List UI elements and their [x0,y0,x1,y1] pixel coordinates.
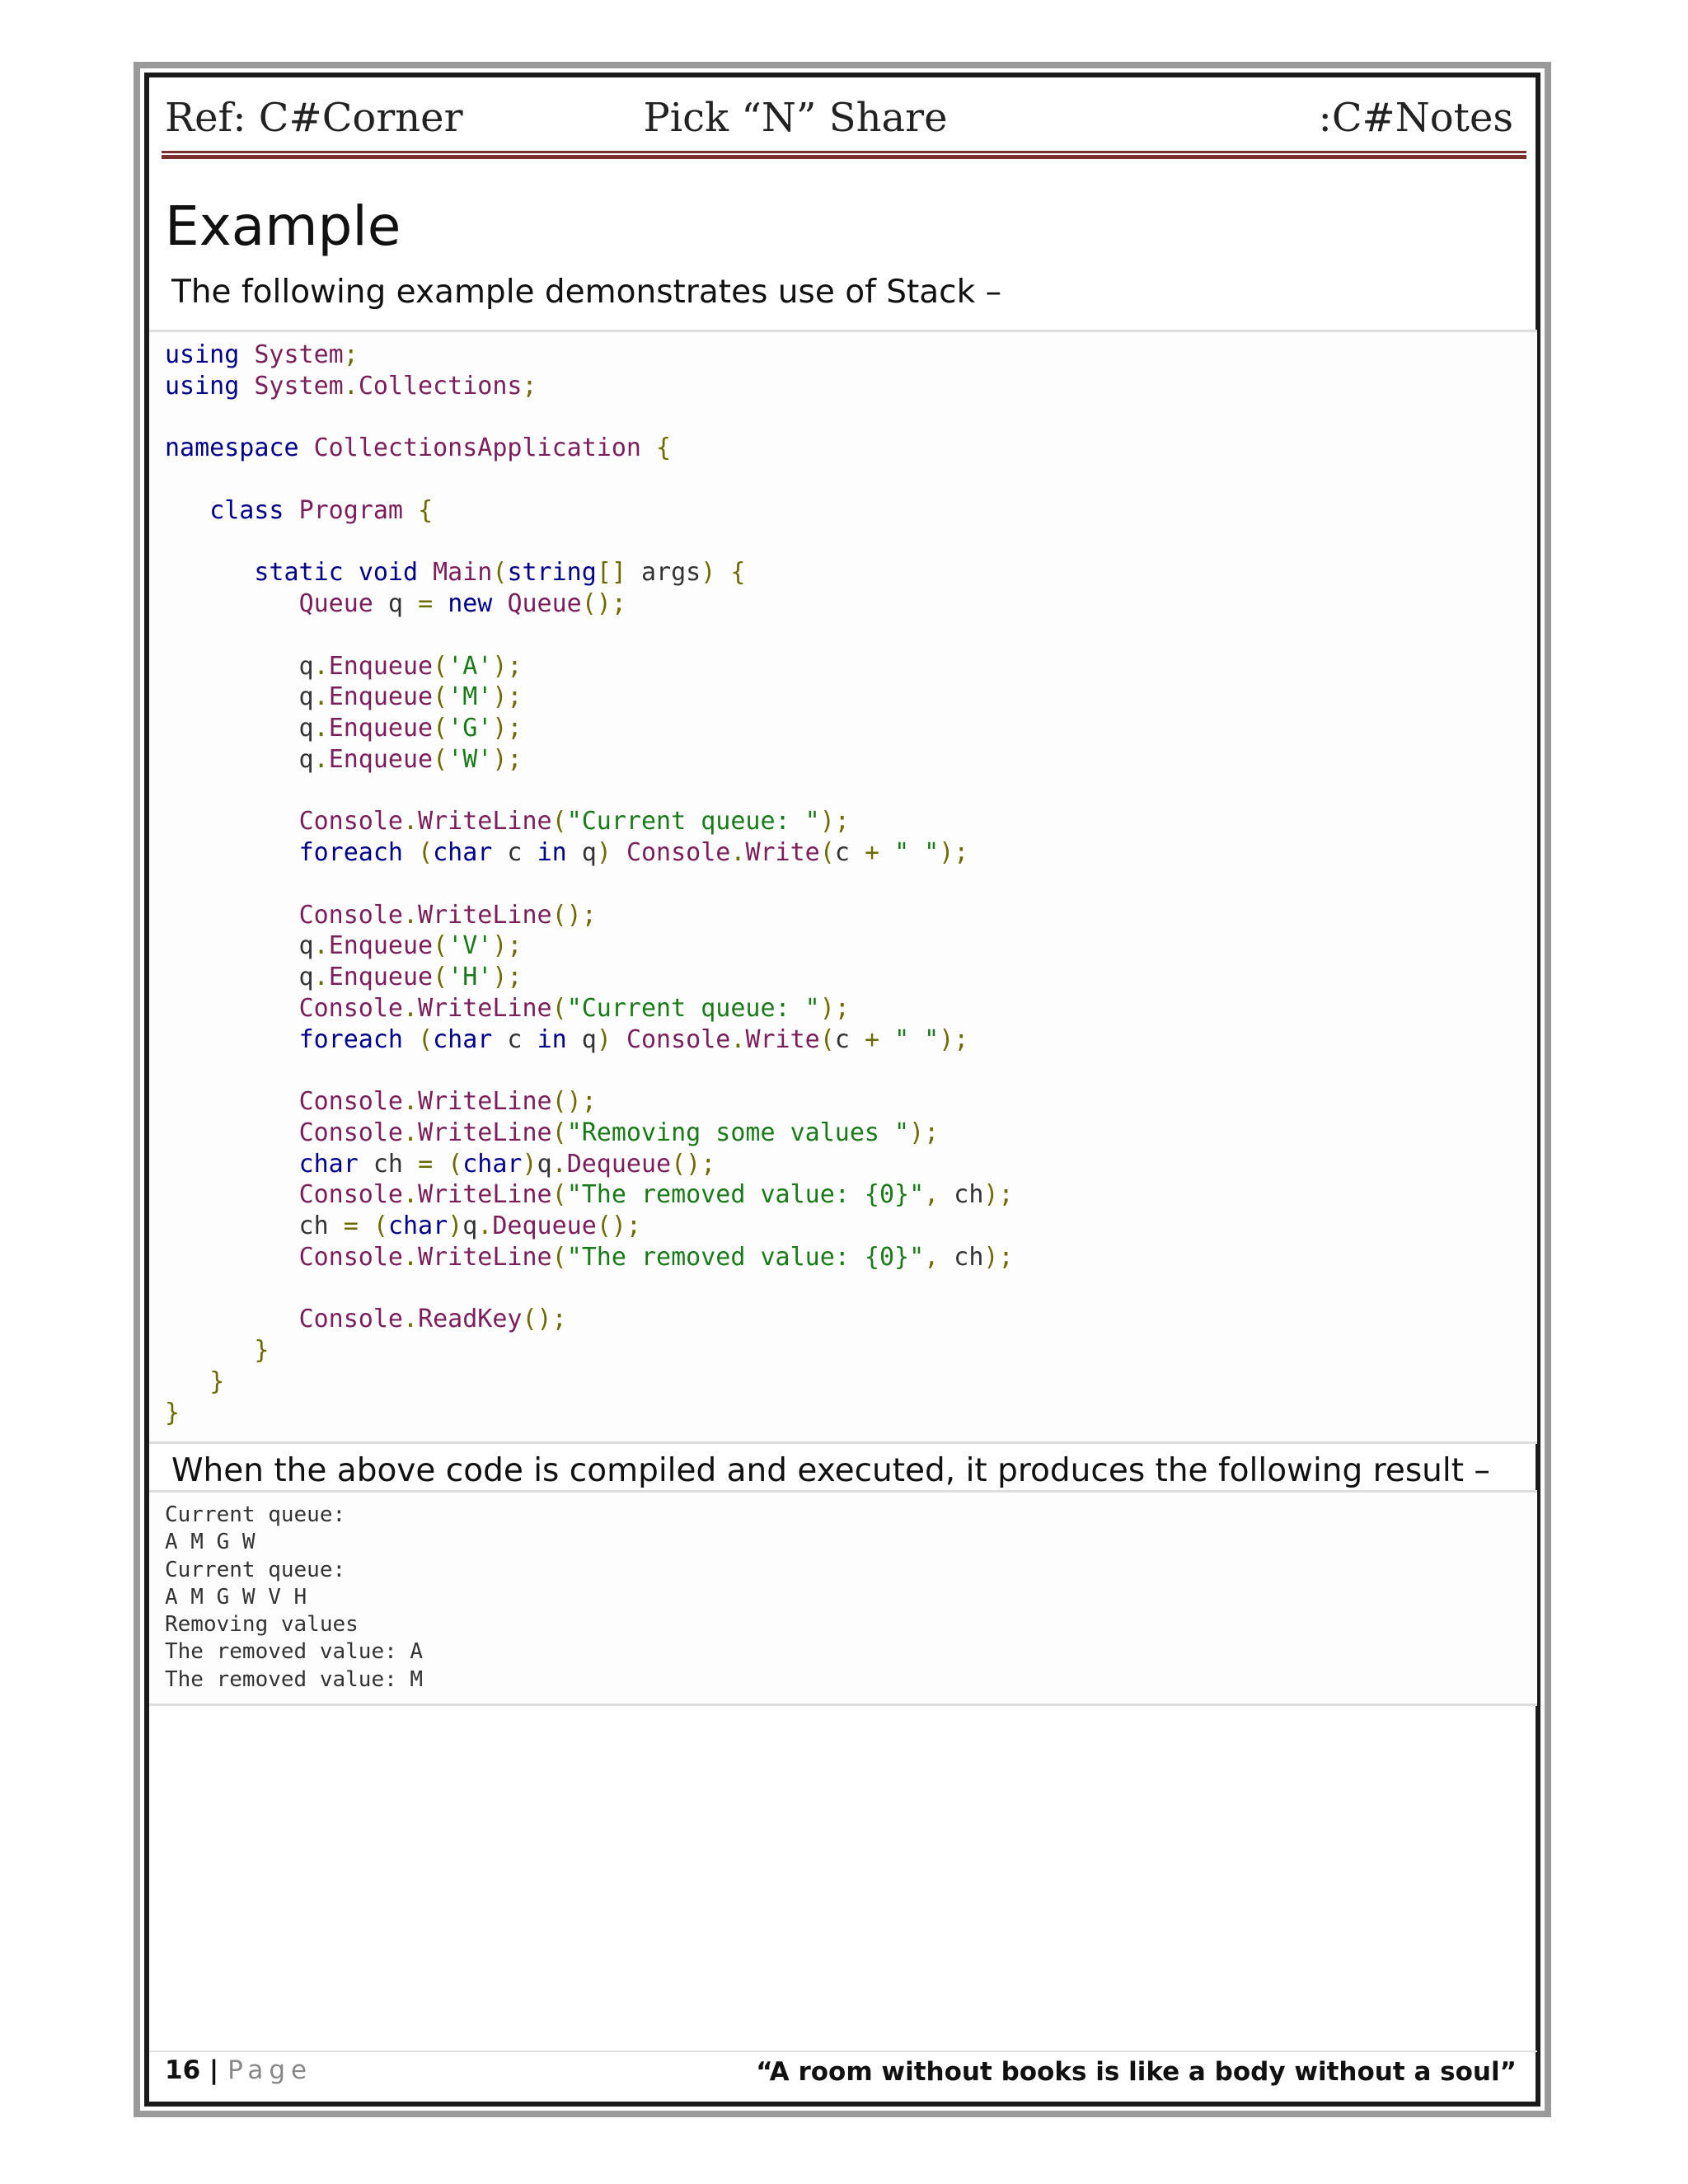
page-label: Page [227,2055,313,2085]
code-token: . [313,682,329,712]
code-token: Queue [298,589,373,618]
code-token: Enqueue [328,931,434,961]
code-token [284,496,299,525]
code-token: ( [433,714,448,743]
code-token: class [209,495,284,525]
code-token: " " [894,838,940,867]
code-token [299,434,314,462]
code-token: q [165,963,314,991]
code-line [165,1025,968,1054]
code-line [165,1305,567,1333]
code-token: = [343,1212,359,1240]
code-token [239,340,254,369]
code-token: ; [522,371,537,401]
code-token: 'G' [448,714,493,743]
code-token: new [448,589,493,618]
code-line [165,372,537,401]
code-token: Collections [358,371,523,401]
code-line [165,1243,1014,1272]
code-token: Enqueue [328,651,434,681]
code-token: ch [939,1180,984,1210]
code-line [165,1180,1014,1209]
code-token: ( [551,1242,567,1272]
code-line [165,434,671,462]
code-token: ( [551,807,567,837]
code-token: + [864,1024,879,1054]
code-token: WriteLine [418,1242,552,1272]
output-line: A M G W [165,1530,256,1555]
code-token: Main [433,558,493,588]
code-token: 'H' [448,963,493,991]
code-token: q [462,1212,478,1240]
code-token: q [566,1024,597,1054]
code-token: ( [433,931,448,961]
code-token: using [165,340,240,369]
code-token [165,1087,299,1116]
code-token: ); [909,1118,940,1147]
code-token: = [418,1149,434,1179]
code-token: . [313,651,329,681]
code-token: "The removed value: {0}" [566,1180,925,1210]
code-token: (); [671,1149,716,1179]
code-token: . [403,1242,419,1272]
code-token: ( [551,1118,567,1147]
code-line [165,963,523,991]
code-token [165,807,299,836]
page-number-value: 16 [165,2055,201,2085]
code-token: string [507,558,597,588]
code-token: ) [701,558,716,588]
code-token: char [387,1212,448,1240]
code-token: "Removing some values " [566,1118,910,1147]
code-token: c [834,838,865,867]
code-token: ch [358,1149,419,1179]
code-token: ( [819,838,835,867]
code-token [165,496,209,525]
code-token: Console [298,1087,403,1116]
code-token [165,1118,299,1147]
code-token: . [403,993,419,1023]
code-token: Console [298,1180,403,1210]
code-token: Console [298,1118,403,1147]
code-token: . [313,744,329,774]
code-token: ) [596,838,612,867]
code-token: Program [298,495,403,525]
code-token [165,838,299,867]
code-token: q [373,589,419,618]
code-token: WriteLine [418,1118,552,1147]
code-token: } [254,1336,270,1365]
code-token: "Current queue: " [566,807,820,837]
code-token: Queue [507,589,582,618]
code-token: q [566,838,597,867]
footer-rule [149,2050,1537,2052]
code-token: , [924,1242,940,1272]
code-token: { [656,434,672,463]
code-token: ); [492,931,523,961]
code-token: } [165,1398,181,1427]
code-token [433,589,448,618]
code-token: ); [939,838,969,867]
code-token: in [537,838,567,867]
code-line [165,714,523,743]
code-token [612,1025,626,1054]
code-token: . [313,714,329,743]
code-token: = [418,589,434,618]
code-token [403,1025,418,1054]
output-line: The removed value: M [165,1666,424,1692]
code-token [433,1150,448,1179]
code-token: (); [596,1212,641,1240]
code-token: q [165,682,314,712]
code-line [165,496,433,525]
code-token: (); [551,1087,597,1116]
code-token: . [403,807,419,837]
header-rule-thick [162,155,1526,159]
intro-text: The following example demonstrates use of Stack – [171,274,1002,311]
code-token: . [343,371,359,401]
code-line [165,994,850,1023]
code-token: . [403,1305,419,1334]
code-token: c [492,838,537,867]
header-notes: :C#Notes [1318,95,1513,141]
code-token: Dequeue [492,1212,597,1240]
code-token: q [165,744,314,774]
code-token: ch [165,1212,344,1240]
code-token: Console [298,993,403,1023]
code-token: ( [819,1024,835,1054]
output-line: Current queue: [165,1502,346,1527]
code-token: char [298,1149,359,1179]
code-token: ( [373,1212,388,1240]
code-token: " " [894,1024,940,1054]
code-token: char [433,1024,493,1054]
code-token: Dequeue [566,1149,672,1179]
code-line [165,1212,641,1240]
code-token: using [165,371,240,401]
code-token: ); [492,714,523,743]
header-rule-thin [162,151,1526,153]
code-token: . [403,1180,419,1210]
code-token: c [492,1024,537,1054]
code-token: [] [596,558,626,588]
code-token: namespace [165,434,299,463]
code-token [359,1212,373,1240]
code-token: static [254,558,344,588]
output-line: A M G W V H [165,1584,307,1610]
code-line [165,931,523,960]
code-token: 'W' [448,744,493,774]
code-token: 'A' [448,651,493,681]
code-token: (); [522,1305,567,1334]
code-token: WriteLine [418,1087,552,1116]
code-token [165,901,299,930]
code-line [165,589,626,618]
code-token: Enqueue [328,682,434,712]
result-description: When the above code is compiled and executed, it produces the following result – [171,1452,1490,1489]
code-token: WriteLine [418,900,552,930]
code-token: ); [819,993,850,1023]
output-line: The removed value: A [165,1639,424,1665]
code-token: { [418,495,434,525]
code-line [165,807,850,836]
page-title: Example [165,194,401,258]
code-token: System [254,371,344,401]
code-token [492,589,507,618]
code-line [165,652,523,681]
code-token: "Current queue: " [566,993,820,1023]
code-line [165,1118,939,1147]
code-token: ( [433,651,448,681]
code-token: ); [983,1242,1014,1272]
code-token: 'M' [448,682,493,712]
code-token: ReadKey [418,1305,523,1334]
code-line [165,1399,180,1427]
code-token: ); [983,1180,1014,1210]
code-token [165,1180,299,1209]
code-token: foreach [298,1024,403,1054]
code-token: (); [581,589,626,618]
code-token: Console [298,900,403,930]
code-token: . [551,1149,567,1179]
code-listing [165,340,1014,1428]
code-token [418,558,433,587]
code-token: ch [939,1242,984,1272]
code-token: q [165,651,314,681]
code-token [344,558,359,587]
code-token [879,838,894,867]
code-token [715,558,730,587]
output-listing [165,1502,423,1694]
code-token [612,838,626,867]
code-token: } [209,1366,225,1396]
code-token: . [403,1118,419,1147]
code-line [165,558,745,587]
code-token: . [313,963,329,991]
code-token: ); [492,963,523,991]
code-line [165,745,523,774]
code-token [165,589,299,618]
code-token: Console [298,1242,403,1272]
code-token: + [864,838,879,867]
code-token [239,372,254,401]
code-line [165,340,359,369]
code-token [641,434,656,462]
output-line: Removing values [165,1612,359,1638]
header-title: Pick “N” Share [643,95,948,141]
code-token: CollectionsApplication [313,434,641,463]
code-token: ( [448,1149,463,1179]
code-token: Console [626,1024,731,1054]
code-token [165,1305,299,1333]
code-line [165,1087,597,1116]
header-ref: Ref: C#Corner [165,95,463,141]
code-token: ); [492,744,523,774]
code-token [165,1150,299,1179]
code-token: ) [448,1212,463,1240]
code-token [879,1025,894,1054]
page-number [165,2055,312,2085]
code-token: ); [492,682,523,712]
code-token: c [834,1024,865,1054]
code-token: (); [551,900,597,930]
code-token: ( [551,1180,567,1210]
output-line: Current queue: [165,1557,346,1582]
code-token: . [730,1024,746,1054]
code-token: . [730,838,746,867]
code-token: ); [819,807,850,837]
code-token: foreach [298,838,403,867]
code-token: . [477,1212,493,1240]
page-separator: | [200,2055,228,2085]
footer-quote: “A room without books is like a body without a soul” [756,2057,1517,2087]
code-token: ) [522,1149,537,1179]
code-token: char [462,1149,523,1179]
code-line [165,838,968,867]
code-token: System [254,340,344,369]
code-token: . [403,1087,419,1116]
code-token: ( [551,993,567,1023]
code-token [165,1025,299,1054]
code-token: ( [418,838,434,867]
code-token [165,994,299,1023]
code-token [403,838,418,867]
code-token: . [313,931,329,961]
code-token: q [165,931,314,961]
code-token: q [165,714,314,743]
code-token: WriteLine [418,993,552,1023]
code-token: Write [745,1024,820,1054]
code-token: 'V' [448,931,493,961]
code-token: WriteLine [418,807,552,837]
code-line [165,1367,224,1396]
code-token: Enqueue [328,963,434,991]
code-token: Console [298,807,403,837]
code-token: Console [626,838,731,867]
code-token: ; [343,340,359,369]
code-token: Enqueue [328,744,434,774]
code-token [165,1367,209,1396]
code-line [165,1336,269,1365]
code-token: Console [298,1305,403,1334]
code-token: ( [492,558,508,588]
code-token: ) [596,1024,612,1054]
code-token: , [924,1180,940,1210]
code-line [165,682,523,711]
code-line [165,1150,715,1179]
code-token [403,496,418,525]
code-line [165,901,597,930]
code-token: . [403,900,419,930]
code-token: Enqueue [328,714,434,743]
code-token [165,1336,254,1365]
code-token: WriteLine [418,1180,552,1210]
code-token: ( [418,1024,434,1054]
code-token: args [626,558,701,588]
code-token [165,558,254,587]
code-token: ); [939,1024,969,1054]
code-token: ); [492,651,523,681]
code-token: char [433,838,493,867]
code-token: Write [745,838,820,867]
code-token: void [358,558,419,588]
code-token: q [537,1149,552,1179]
code-token [165,1243,299,1272]
code-token: ( [433,744,448,774]
code-token: in [537,1024,567,1054]
code-token: { [730,558,746,588]
code-token: ( [433,963,448,991]
code-token: "The removed value: {0}" [566,1242,925,1272]
code-token: ( [433,682,448,712]
